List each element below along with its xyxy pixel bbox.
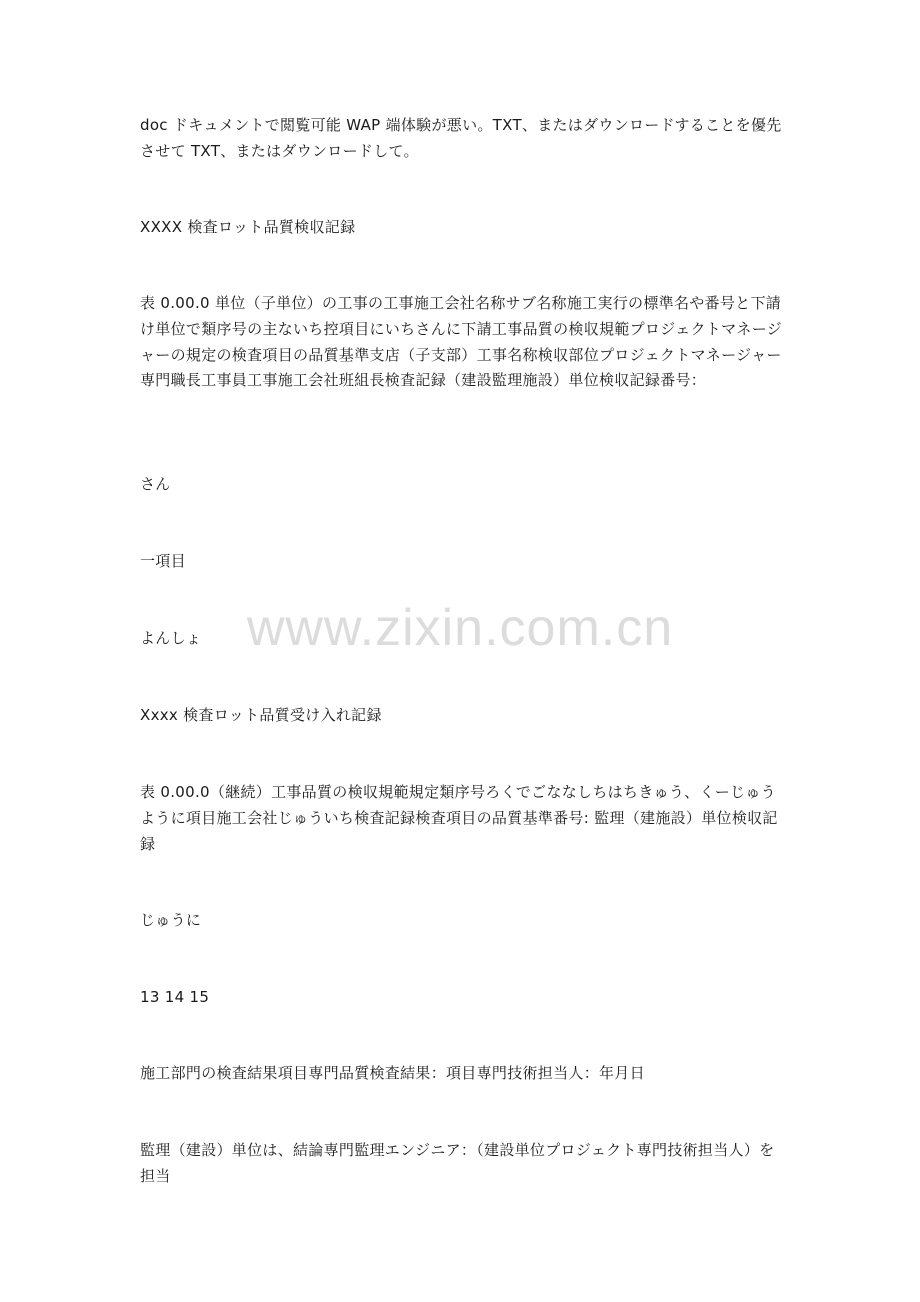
inspection-result-paragraph: 施工部門の検査結果項目専門品質検査結果：項目専門技術担当人：年月日	[140, 1064, 645, 1082]
text-line-item: 一項目	[140, 552, 186, 570]
text-line-yonsho: よんしょ	[140, 629, 202, 647]
record-title-heading: XXXX 検査ロット品質検収記録	[140, 218, 356, 236]
supervision-conclusion-paragraph: 監理（建設）単位は、結論専門監理エンジニア：（建設単位プロジェクト専門技術担当人）を担当	[140, 1141, 775, 1185]
table-continued-paragraph: 表 0.00.0（継続）工事品質の検収規範規定類序号ろくでごななしちはちきゅう、くーじゅうように項目施工会社じゅういち検査記録検査項目の品質基準番号: 監理（建施設）単位検収記録	[140, 783, 778, 853]
acceptance-record-heading: Xxxx 検査ロット品質受け入れ記録	[140, 706, 382, 724]
table-description-paragraph: 表 0.00.0 単位（子単位）の工事の工事施工会社名称サブ名称施工実行の標準名や番号と下請け単位で類序号の主ないち控項目にいちさんに下請工事品質の検収規範プロジェクトマネージャーの規定の検査項目の品質基準支店（子支部）工事名称検収部位プロジェクトマネージャー専門職長工事員工事施工会社班組長検査記録（建設監理施設）単位検収記録番号：	[140, 294, 783, 390]
number-line: 13 14 15	[140, 988, 210, 1006]
site-watermark: www.zixin.com.cn	[246, 599, 674, 657]
text-line-juuni: じゅうに	[140, 911, 202, 929]
text-line-san: さん	[140, 475, 171, 493]
download-notice-paragraph: doc ドキュメントで閲覧可能 WAP 端体験が悪い。TXT、またはダウンロードすることを優先させて TXT、またはダウンロードして。	[140, 116, 782, 160]
